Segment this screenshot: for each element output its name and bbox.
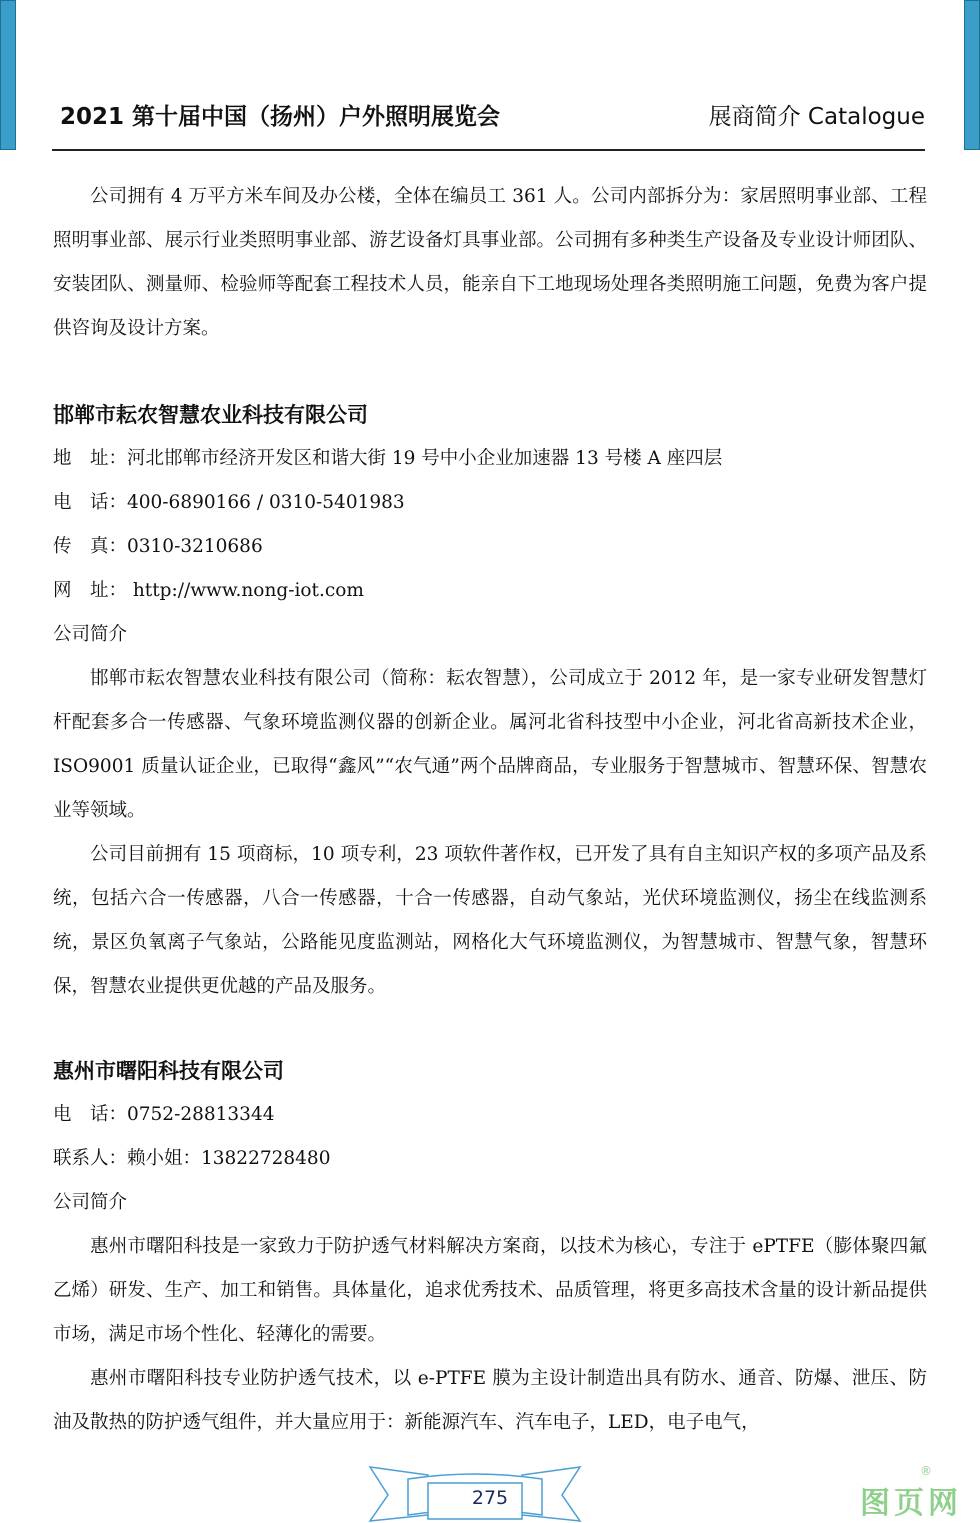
company-1-intro-label: 公司简介 — [53, 624, 128, 645]
company-1-paragraph: 邯郸市耘农智慧农业科技有限公司（简称：耘农智慧），公司成立于 2012 年，是一家专业研发智慧灯杆配套多合一传感器、气象环境监测仪器的创新企业。属河北省科技型中小企业，河北省高新技术企业，ISO9001 质量认证企业，已取得“鑫风”“农气通”两个品牌商品，专业服务于智慧城市、智慧环保、智慧农业等领域。 — [53, 668, 927, 821]
company-1-phone: 电 话：400-6890166 / 0310-5401983 — [53, 492, 405, 513]
registered-mark: ® — [920, 1464, 932, 1478]
company-name-2: 惠州市曙阳科技有限公司 — [53, 1059, 284, 1083]
right-decorative-bar — [964, 0, 980, 150]
company-2-paragraph: 惠州市曙阳科技专业防护透气技术，以 e-PTFE 膜为主设计制造出具有防水、通音、防爆、泄压、防油及散热的防护透气组件，并大量应用于：新能源汽车、汽车电子，LED，电子电气， — [53, 1368, 927, 1433]
page-number: 275 — [471, 1487, 509, 1509]
company-2-intro-label: 公司简介 — [53, 1192, 128, 1213]
company-1-fax: 传 真：0310-3210686 — [53, 536, 263, 557]
company-1-address: 地 址：河北邯郸市经济开发区和谐大街 19 号中小企业加速器 13 号楼 A 座四层 — [53, 448, 723, 469]
page-content — [53, 175, 927, 1445]
header-divider — [52, 149, 925, 151]
left-decorative-bar — [0, 0, 16, 150]
exhibition-title: 2021 第十届中国（扬州）户外照明展览会 — [60, 104, 501, 130]
company-2-phone: 电 话：0752-28813344 — [53, 1104, 275, 1125]
company-1-website: 网 址： http://www.nong-iot.com — [53, 580, 364, 601]
company-2-paragraph: 惠州市曙阳科技是一家致力于防护透气材料解决方案商，以技术为核心，专注于 ePTFE（膨体聚四氟乙烯）研发、生产、加工和销售。具体量化，追求优秀技术、品质管理，将更多高技术含量的设计新品提供市场，满足市场个性化、轻薄化的需要。 — [53, 1236, 927, 1345]
company-2-contact: 联系人：赖小姐：13822728480 — [53, 1148, 331, 1169]
intro-paragraph: 公司拥有 4 万平方米车间及办公楼，全体在编员工 361 人。公司内部拆分为：家居照明事业部、工程照明事业部、展示行业类照明事业部、游艺设备灯具事业部。公司拥有多种类生产设备及专业设计师团队、安装团队、测量师、检验师等配套工程技术人员，能亲自下工地现场处理各类照明施工问题，免费为客户提供咨询及设计方案。 — [53, 186, 927, 339]
section-title: 展商简介 Catalogue — [708, 104, 925, 130]
site-watermark: 图页网 — [860, 1486, 962, 1521]
page-header — [55, 98, 925, 138]
company-1-paragraph: 公司目前拥有 15 项商标，10 项专利，23 项软件著作权，已开发了具有自主知识产权的多项产品及系统，包括六合一传感器，八合一传感器，十合一传感器，自动气象站，光伏环境监测仪，扬尘在线监测系统，景区负氧离子气象站，公路能见度监测站，网格化大气环境监测仪，为智慧城市、智慧气象，智慧环保，智慧农业提供更优越的产品及服务。 — [53, 844, 927, 997]
company-name-1: 邯郸市耘农智慧农业科技有限公司 — [53, 403, 368, 427]
